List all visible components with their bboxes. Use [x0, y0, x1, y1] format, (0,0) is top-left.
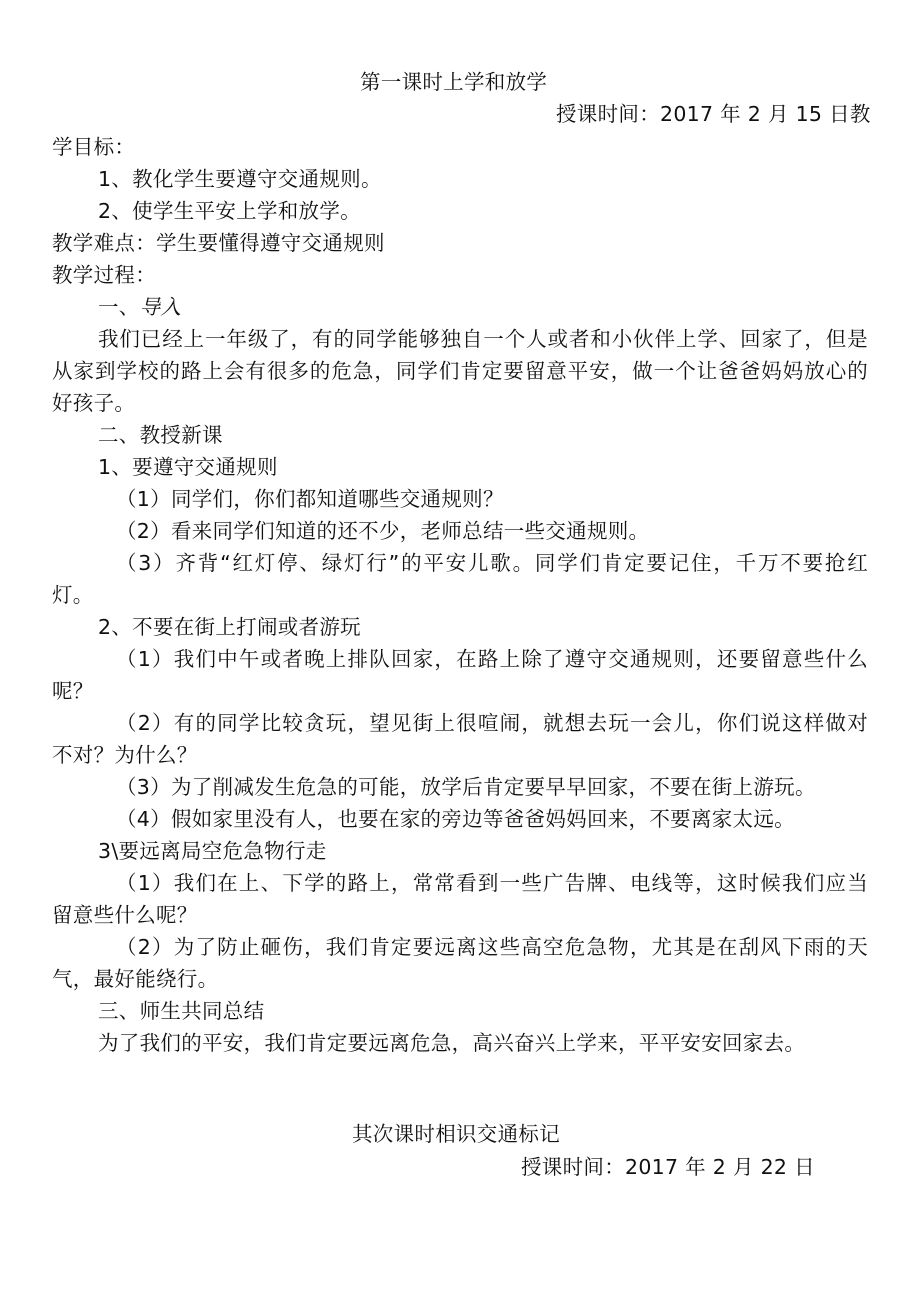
difficulty: 教学难点：学生要懂得遵守交通规则 [52, 231, 385, 255]
process-heading: 教学过程： [52, 263, 156, 287]
point-3-item-1-line-1: （1）我们在上、下学的路上，常常看到一些广告牌、电线等，这时候我们应当 [116, 871, 868, 895]
point-2-item-3: （3）为了削减发生危急的可能，放学后肯定要早早回家，不要在街上游玩。 [116, 775, 816, 799]
section-1-heading [98, 293, 181, 321]
point-2-title: 2、不要在街上打闹或者游玩 [98, 615, 361, 639]
point-1-title: 1、要遵守交通规则 [98, 455, 278, 479]
point-1-item-2: （2）看来同学们知道的还不少，老师总结一些交通规则。 [116, 519, 650, 543]
point-1-item-3-line-1: （3）齐背“红灯停、绿灯行”的平安儿歌。同学们肯定要记住，千万不要抢红 [116, 551, 868, 575]
lesson-2-time: 授课时间：2017 年 2 月 22 日 [521, 1155, 815, 1179]
point-2-item-1-line-2: 呢？ [52, 679, 94, 703]
point-2-item-1-line-1: （1）我们中午或者晚上排队回家，在路上除了遵守交通规则，还要留意些什么 [116, 647, 868, 671]
point-3-item-1-line-2: 留意些什么呢？ [52, 903, 198, 927]
point-2-item-2-line-1: （2）有的同学比较贪玩，望见街上很喧闹，就想去玩一会儿，你们说这样做对 [116, 711, 868, 735]
point-1-item-3-line-2: 灯。 [52, 583, 94, 607]
point-2-item-4: （4）假如家里没有人，也要在家的旁边等爸爸妈妈回来，不要离家太远。 [116, 807, 795, 831]
point-3-title: 3\要远离局空危急物行走 [98, 839, 327, 863]
goal-1: 1、教化学生要遵守交通规则。 [98, 167, 382, 191]
lesson-1-time: 授课时间：2017 年 2 月 15 日教 [556, 102, 871, 126]
intro-line-1: 我们已经上一年级了，有的同学能够独自一个人或者和小伙伴上学、回家了，但是 [98, 327, 868, 351]
goal-2: 2、使学生平安上学和放学。 [98, 199, 361, 223]
point-3-item-2-line-1: （2）为了防止砸伤，我们肯定要远离这些高空危急物，尤其是在刮风下雨的天 [116, 935, 868, 959]
summary: 为了我们的平安，我们肯定要远离危急，高兴奋兴上学来，平平安安回家去。 [98, 1031, 806, 1055]
section-1-title: 导入 [139, 295, 182, 319]
goals-heading: 学目标： [52, 135, 136, 159]
lesson-2-title: 其次课时相识交通标记 [352, 1122, 560, 1146]
lesson-1-title: 第一课时上学和放学 [360, 70, 548, 94]
section-3-title: 三、师生共同总结 [98, 999, 265, 1023]
section-1-number: 一、 [98, 295, 140, 319]
point-1-item-1: （1）同学们，你们都知道哪些交通规则？ [116, 487, 504, 511]
point-2-item-2-line-2: 不对？为什么？ [52, 743, 198, 767]
intro-line-3: 好孩子。 [52, 391, 136, 415]
section-2-title: 二、教授新课 [98, 423, 223, 447]
intro-line-2: 从家到学校的路上会有很多的危急，同学们肯定要留意平安，做一个让爸爸妈妈放心的 [52, 359, 868, 383]
point-3-item-2-line-2: 气，最好能绕行。 [52, 967, 219, 991]
